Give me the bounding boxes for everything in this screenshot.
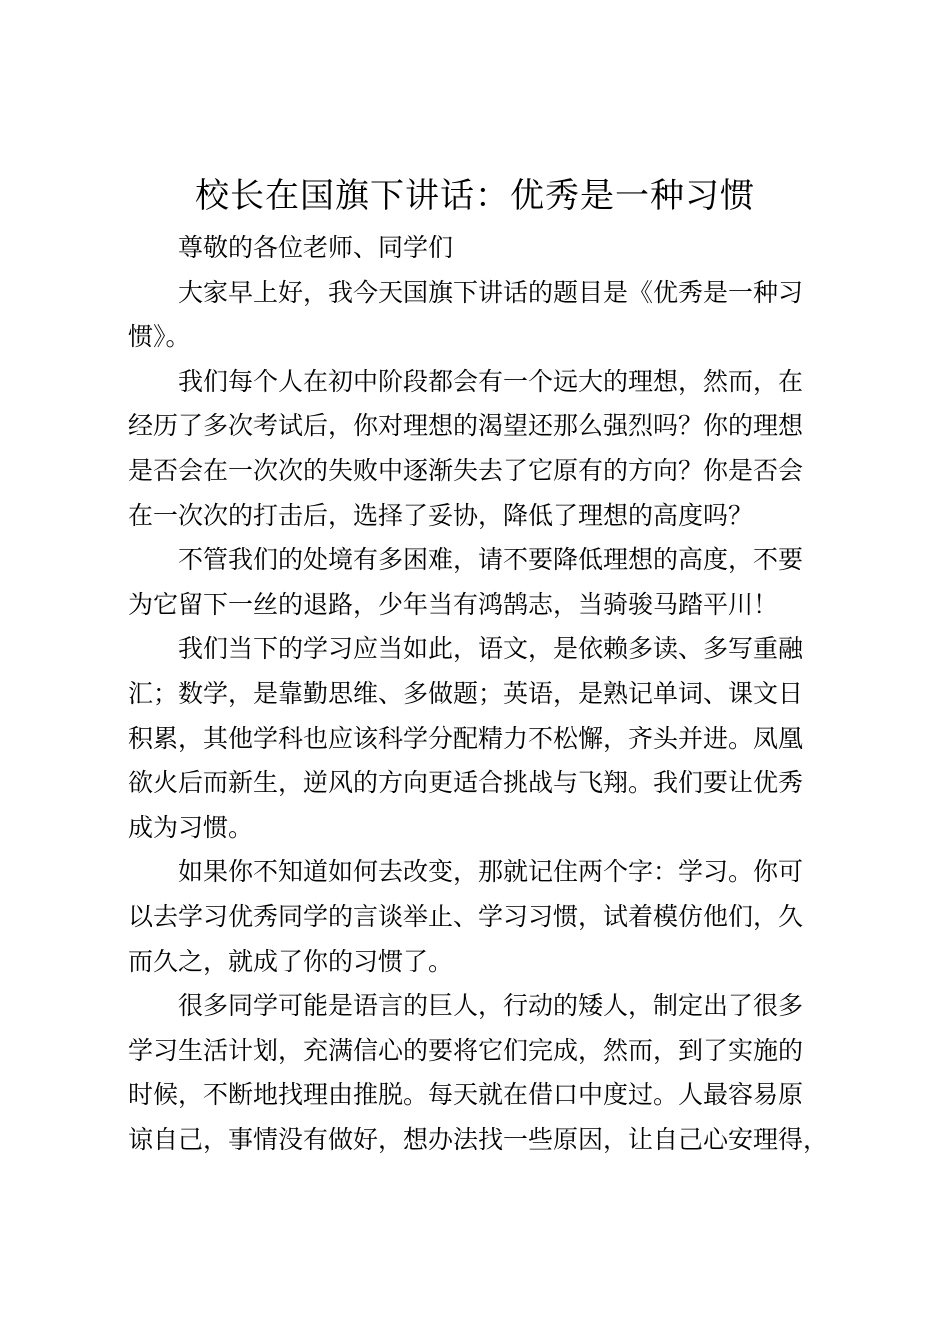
- paragraph-opening: [128, 271, 838, 360]
- text-line: 我们每个人在初中阶段都会有一个远大的理想，然而，在: [178, 366, 804, 396]
- paragraph-change: [128, 850, 838, 984]
- text-line: 经历了多次考试后，你对理想的渴望还那么强烈吗？你的理想: [128, 411, 804, 441]
- text-line: 为它留下一丝的退路，少年当有鸿鹄志，当骑骏马踏平川！: [128, 589, 779, 619]
- text-line: 在一次次的打击后，选择了妥协，降低了理想的高度吗？: [128, 500, 754, 530]
- text-line: 我们当下的学习应当如此，语文，是依赖多读、多写重融: [178, 634, 804, 664]
- text-line: 汇；数学，是靠勤思维、多做题；英语，是熟记单词、课文日: [128, 678, 804, 708]
- text-line: 谅自己，事情没有做好，想办法找一些原因，让自己心安理得，: [128, 1124, 829, 1154]
- paragraph-ideals: [128, 360, 838, 538]
- paragraph-action: [128, 984, 838, 1162]
- document-body: [128, 226, 838, 1162]
- text-line: 而久之，就成了你的习惯了。: [128, 946, 454, 976]
- text-line: 很多同学可能是语言的巨人，行动的矮人，制定出了很多: [178, 991, 804, 1021]
- text-line: 是否会在一次次的失败中逐渐失去了它原有的方向？你是否会: [128, 455, 804, 485]
- paragraph-greeting: [128, 226, 838, 271]
- text-line: 大家早上好，我今天国旗下讲话的题目是《优秀是一种习: [178, 277, 804, 307]
- paragraph-study: [128, 627, 838, 850]
- text-line: 学习生活计划，充满信心的要将它们完成，然而，到了实施的: [128, 1035, 804, 1065]
- text-line: 不管我们的处境有多困难，请不要降低理想的高度，不要: [178, 545, 804, 575]
- text-line: 时候，不断地找理由推脱。每天就在借口中度过。人最容易原: [128, 1080, 804, 1110]
- paragraph-persistence: [128, 538, 838, 627]
- text-line: 欲火后而新生，逆风的方向更适合挑战与飞翔。我们要让优秀: [128, 768, 804, 798]
- text-line: 以去学习优秀同学的言谈举止、学习习惯，试着模仿他们，久: [128, 901, 804, 931]
- text-line: 如果你不知道如何去改变，那就记住两个字：学习。你可: [178, 857, 804, 887]
- text-line: 积累，其他学科也应该科学分配精力不松懈，齐头并进。凤凰: [128, 723, 804, 753]
- text-line: 成为习惯。: [128, 812, 254, 842]
- text-line: 惯》。: [128, 322, 191, 352]
- document-title: 校长在国旗下讲话：优秀是一种习惯: [195, 176, 755, 216]
- text-line: 尊敬的各位老师、同学们: [178, 233, 454, 262]
